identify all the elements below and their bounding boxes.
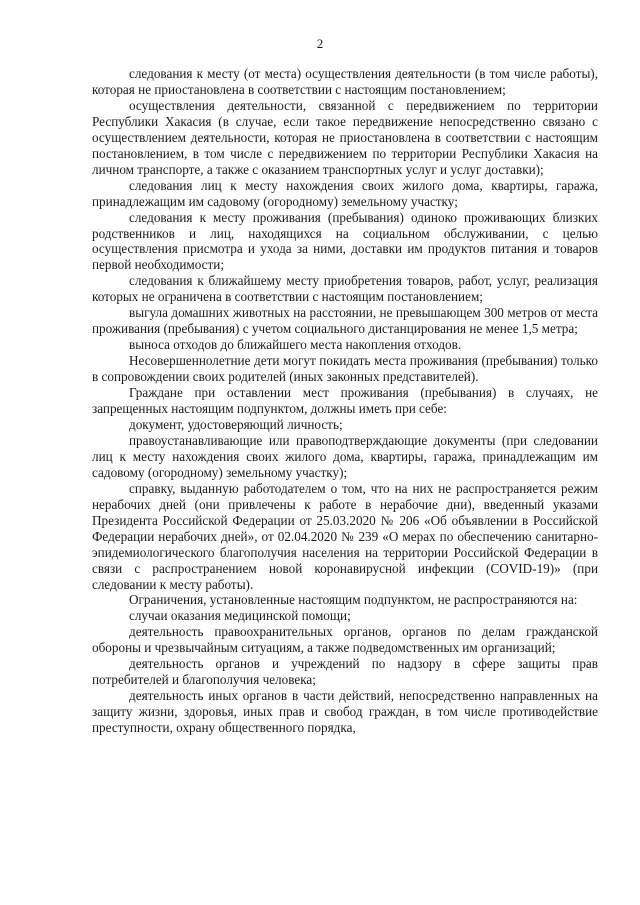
paragraph: деятельность иных органов в части действий, непосредственно направленных на защиту жизни, здоровья, иных прав и свобод граждан, в том числе противодействие преступности, охрану общественного порядка,	[92, 688, 598, 736]
paragraph: справку, выданную работодателем о том, что на них не распространяется режим нерабочих дней (они привлечены к работе в нерабочие дни), введенный указами Президента Российской Федерации от 25.03.2020 № 206 «Об объявлении в Российской Федерации нерабочих дней», от 02.04.2020 № 239 «О мерах по обеспечению санитарно-эпидемиологического благополучия населения на территории Российской Федерации в связи с распространением новой коронавирусной инфекции (COVID-19)» (при следовании к месту работы).	[92, 480, 598, 592]
paragraph: Граждане при оставлении мест проживания (пребывания) в случаях, не запрещенных настоящим подпунктом, должны иметь при себе:	[92, 385, 598, 417]
paragraph: следования к месту проживания (пребывания) одиноко проживающих близких родственников и лиц, находящихся на социальном обслуживании, с целью осуществления присмотра и ухода за ними, доставки им продуктов питания и товаров первой необходимости;	[92, 209, 598, 273]
paragraph: следования к ближайшему месту приобретения товаров, работ, услуг, реализация которых не ограничена в соответствии с настоящим постановлением;	[92, 273, 598, 305]
paragraph: выгула домашних животных на расстоянии, не превышающем 300 метров от места проживания (пребывания) с учетом социального дистанцирования не менее 1,5 метра;	[92, 305, 598, 337]
paragraph: деятельность правоохранительных органов, органов по делам гражданской обороны и чрезвычайным ситуациям, а также подведомственных им организаций;	[92, 624, 598, 656]
paragraph: Несовершеннолетние дети могут покидать места проживания (пребывания) только в сопровождении своих родителей (иных законных представителей).	[92, 353, 598, 385]
paragraph: Ограничения, установленные настоящим подпунктом, не распространяются на:	[129, 592, 578, 608]
paragraph: правоустанавливающие или правоподтверждающие документы (при следовании лиц к месту нахождения своих жилого дома, квартиры, гаража, принадлежащим им садовому (огородному) земельному участку);	[92, 432, 598, 480]
page-number: 2	[316, 36, 324, 51]
paragraph: следования лиц к месту нахождения своих жилого дома, квартиры, гаража, принадлежащим им садовому (огородному) земельному участку;	[92, 177, 598, 209]
paragraph: деятельность органов и учреждений по надзору в сфере защиты прав потребителей и благополучия человека;	[92, 656, 598, 688]
paragraph: осуществления деятельности, связанной с передвижением по территории Республики Хакасия (в случае, если такое передвижение непосредственно связано с осуществлением деятельности, которая не приостановлена в соответствии с настоящим постановлением, в том числе с передвижением по территории Республики Хакасия на личном транспорте, а также с оказанием транспортных услуг и услуг доставки);	[92, 97, 598, 177]
document-body	[92, 66, 598, 736]
paragraph: документ, удостоверяющий личность;	[129, 416, 343, 432]
paragraph: случаи оказания медицинской помощи;	[129, 608, 351, 624]
paragraph: следования к месту (от места) осуществления деятельности (в том числе работы), которая не приостановлена в соответствии с настоящим постановлением;	[92, 66, 598, 97]
paragraph: выноса отходов до ближайшего места накопления отходов.	[129, 337, 462, 353]
